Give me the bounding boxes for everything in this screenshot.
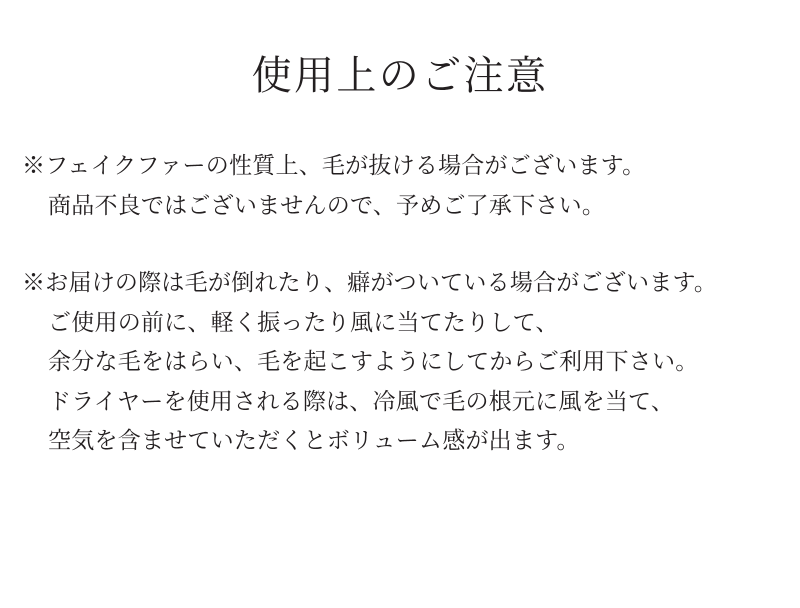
section-spacer	[22, 225, 782, 263]
notice-line: ご使用の前に、軽く振ったり風に当てたりして、	[48, 309, 559, 335]
notice-section-2	[22, 263, 782, 461]
notice-line: ※フェイクファーの性質上、毛が抜ける場合がございます。	[22, 153, 646, 178]
notice-line: ※お届けの際は毛が倒れたり、癖がついている場合がございます。	[22, 270, 718, 296]
notice-line: 余分な毛をはらい、毛を起こすようにしてからご利用下さい。	[48, 349, 699, 375]
notice-line: 商品不良ではございませんので、予めご了承下さい。	[48, 192, 606, 218]
notice-section-1	[22, 146, 782, 225]
page-title: 使用上のご注意	[251, 53, 549, 98]
notice-line: ドライヤーを使用される際は、冷風で毛の根元に風を当て、	[48, 388, 675, 414]
notice-line: 空気を含ませていただくとボリューム感が出ます。	[48, 428, 580, 454]
notice-body	[0, 146, 800, 461]
